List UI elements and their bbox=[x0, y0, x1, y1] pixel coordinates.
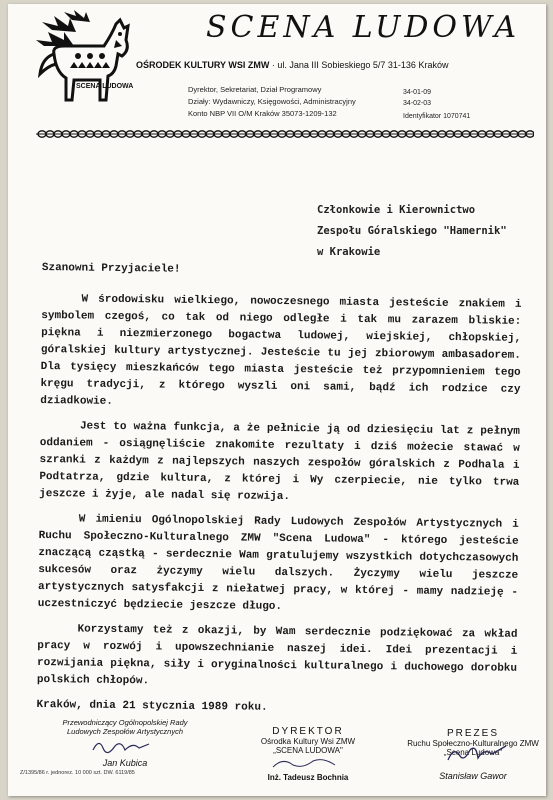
department-line: Dyrektor, Sekretariat, Dział Programowy bbox=[188, 85, 322, 94]
identifier: Identyfikator 1070741 bbox=[403, 113, 471, 120]
separator: · bbox=[271, 60, 278, 70]
phone-numbers bbox=[403, 89, 431, 111]
signature-director bbox=[233, 726, 383, 782]
signature-role: DYREKTOR bbox=[272, 726, 344, 737]
recipient-line: Członkowie i Kierownictwo bbox=[317, 204, 476, 216]
folk-horse-logo-icon bbox=[34, 10, 138, 110]
body-paragraph: Korzystamy też z okazji, by Wam serdecznie podziękować za wkład pracy w rozwój i upowszechnianie naszej idei. Idei prezentacji i rozwijania piękna, siły i oryginalności kulturalnego i duchowego dorobku polskich chłopów. bbox=[36, 623, 518, 688]
phone-number: 34-02-03 bbox=[403, 100, 432, 107]
org-address bbox=[136, 60, 536, 70]
signature-chairman bbox=[50, 718, 200, 768]
signatory-name: Jan Kubica bbox=[102, 758, 148, 768]
signature-title-line: „SCENA LUDOWA" bbox=[273, 746, 343, 755]
recipient-line: w Krakowie bbox=[317, 246, 381, 258]
recipient-line: Zespołu Góralskiego "Hamernik" bbox=[317, 225, 507, 237]
phone-number: 34-01-09 bbox=[403, 89, 432, 96]
signature-title-line: Ruchu Społeczno-Kulturalnego ZMW bbox=[407, 739, 539, 748]
letter-sheet bbox=[8, 4, 546, 796]
decorative-border-icon bbox=[36, 128, 534, 140]
recipient-block bbox=[317, 200, 507, 263]
handwritten-signature-icon bbox=[263, 755, 353, 771]
signature-president bbox=[398, 728, 548, 781]
signatory-name: Stanisław Gawor bbox=[439, 771, 507, 781]
body-paragraph: W środowisku wielkiego, nowoczesnego miasta jesteście znakiem i symbolem czegoś, co tak od niego odległe i tak mu zarazem bliskie: piękna i niezmierzonego bogactwa ludowej, wiejskiej, chłopskiej, góralskiej kultury artystycznej. Jesteście tu jej zbiorowym ambasadorem. Dla tysięcy mieszkańców tego miasta jesteście też przypomnieniem tego kręgu tradycji, z którego wyszli oni sami, bądź ich rodzice czy dziadkowie. bbox=[40, 293, 522, 408]
date-line: Kraków, dnia 21 stycznia 1989 roku. bbox=[36, 698, 268, 714]
signatory-name: Inż. Tadeusz Bochnia bbox=[267, 773, 349, 782]
signature-title-line: „Scena Ludowa" bbox=[443, 748, 503, 757]
department-line: Działy: Wydawniczy, Księgowości, Administracyjny bbox=[188, 97, 356, 106]
handwritten-signature-icon bbox=[85, 736, 165, 756]
salutation: Szanowni Przyjaciele! bbox=[41, 261, 181, 276]
org-name: OŚRODEK KULTURY WSI ZMW bbox=[136, 60, 270, 70]
letter-body bbox=[36, 260, 522, 720]
org-title: SCENA LUDOWA bbox=[205, 10, 521, 45]
handwritten-signature-icon bbox=[428, 742, 528, 764]
signature-title-line: Przewodniczący Ogólnopolskiej Rady bbox=[62, 718, 188, 727]
signature-role: PREZES bbox=[446, 728, 499, 739]
body-paragraph: Jest to ważna funkcja, a że pełnicie ją od dziesięciu lat z pełnym oddaniem - osiągnęliście znakomite rezultaty i dziś możecie stawać w szranki z każdym z najlepszych naszych zespołów góralskich z Podhala i Podtatrza, gdzie kultura, z której i Wy czerpiecie, nie tylko trwa jeszcze i żyje, ale nadal się rozwija. bbox=[39, 420, 521, 504]
signature-title-line: Ludowych Zespołów Artystycznych bbox=[66, 727, 184, 736]
letterhead bbox=[8, 4, 546, 144]
logo-text: SCENA LUDOWA bbox=[76, 83, 134, 90]
street-address: ul. Jana III Sobieskiego 5/7 31-136 Kraków bbox=[277, 60, 449, 70]
signature-title-line: Ośrodka Kultury Wsi ZMW bbox=[260, 737, 356, 746]
bank-account: Konto NBP VII O/M Kraków 35073-1209-132 bbox=[188, 109, 337, 118]
body-paragraph: W imieniu Ogólnopolskiej Rady Ludowych Zespołów Artystycznych i Ruchu Społeczno-Kulturalnego ZMW "Scena Ludowa" - którego jesteście znaczącą cząstką - serdecznie Wam gratulujemy wszystkich dotychczasowych sukcesów oraz życzymy wielu dalszych. Życzymy wielu jeszcze artystycznych satysfakcji z niełatwej pracy, w której - mamy nadzieję - uczestniczyć będziecie jeszcze długo. bbox=[37, 513, 519, 613]
print-footnote: Z/1395/86 r. jednorez. 10 000 szt. DW. 6119/85 bbox=[20, 770, 135, 776]
